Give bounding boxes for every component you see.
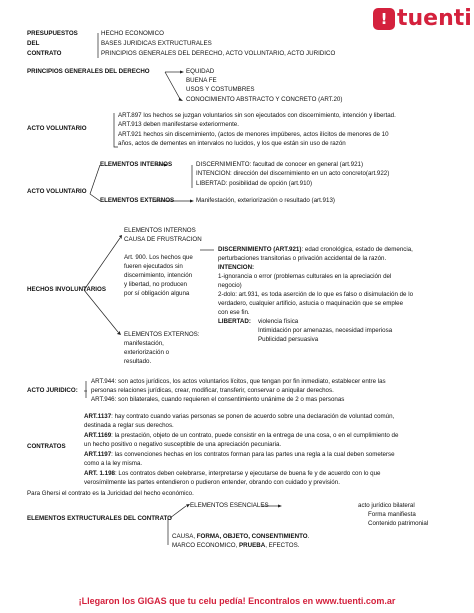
elementos-externos-line: ELEMENTOS EXTERNOS: bbox=[124, 331, 200, 338]
principio-item: EQUIDAD bbox=[186, 68, 215, 75]
acto-voluntario-line: ART.921 hechos sin discernimiento, (actos de menores impúberes, actos ilícitos de menores de 10 bbox=[118, 131, 389, 138]
elementos-externos-line: manifestación, bbox=[124, 340, 164, 347]
intencion-label: INTENCION: bbox=[218, 264, 255, 271]
marco-suffix: , EFECTOS. bbox=[265, 542, 300, 549]
label-hechos-involuntarios: HECHOS INVOLUNTARIOS bbox=[27, 286, 106, 293]
acto-voluntario-line: años, actos de dementes en intervalos no lucidos, y los que están sin uso de razón bbox=[118, 140, 346, 147]
label-elementos-extructurales: ELEMENTOS EXTRUCTURALES DEL CONTRATO bbox=[27, 515, 172, 522]
elementos-externos-line: resultado. bbox=[124, 358, 152, 365]
esenciales-item: Contenido patrimonial bbox=[368, 520, 429, 527]
art1137-line bbox=[84, 413, 394, 421]
discernimiento-line bbox=[218, 246, 413, 254]
tuenti-logo bbox=[373, 8, 472, 30]
art900-line: Art. 900. Los hechos que bbox=[124, 254, 193, 261]
label-presupuestos-line3: CONTRATO bbox=[27, 50, 62, 57]
art900-line: y libertad, no producen bbox=[124, 281, 187, 288]
elemento-interno: DISCERNIMIENTO: facultad de conocer en general (art.921) bbox=[196, 161, 364, 168]
libertad-line: violencia física bbox=[258, 318, 299, 325]
discernimiento-label: DISCERNIMIENTO (ART.921) bbox=[218, 246, 302, 253]
art1197-label: ART.1197 bbox=[84, 451, 112, 458]
art1198-line: verosímilmente las partes entendieron o pudieron entender, obrando con cuidado y previsión. bbox=[84, 479, 340, 486]
presupuesto-item: BASES JURIDICAS EXTRUCTURALES bbox=[101, 40, 212, 47]
intencion-line: 1-ignorancia o error (problemas culturales en la apreciación del bbox=[218, 273, 392, 280]
principio-item: CONOCIMIENTO ABSTRACTO Y CONCRETO (ART.20) bbox=[186, 96, 343, 103]
principio-item: BUENA FE bbox=[186, 77, 217, 84]
elemento-interno: LIBERTAD: posibilidad de opción (art.910) bbox=[196, 180, 313, 187]
art1169-label: ART.1169 bbox=[84, 432, 112, 439]
tuenti-logo-badge: ! bbox=[373, 8, 395, 30]
acto-voluntario-line: ART.897 los hechos se juzgan voluntarios sin son ejecutados con discernimiento, intención y libertad. bbox=[118, 112, 396, 119]
art1198-text: : Los contratos deben celebrarse, interpretarse y ejecutarse de buena fe y de acuerdo con lo que bbox=[114, 470, 381, 477]
footer-promo-link[interactable]: ¡Llegaron los GIGAS que tu celu pedía! Encontralos en www.tuenti.com.ar bbox=[78, 596, 396, 606]
art1169-line: un hecho positivo o negativo susceptible de una apreciación pecuniaria. bbox=[84, 441, 282, 448]
principio-item: USOS Y COSTUMBRES bbox=[186, 86, 255, 93]
esenciales-item: Forma manifiesta bbox=[368, 511, 416, 518]
label-acto-juridico: ACTO JURIDICO: bbox=[27, 387, 78, 394]
label-acto-voluntario: ACTO VOLUNTARIO bbox=[27, 125, 87, 132]
ghersi-line: Para Ghersi el contrato es la Juricidad del hecho económico. bbox=[27, 490, 194, 497]
label-elementos-internos: ELEMENTOS INTERNOS bbox=[100, 161, 173, 168]
marco-prefix: MARCO ECONOMICO, bbox=[172, 542, 240, 549]
elementos-esenciales: ELEMENTOS ESENCIALES bbox=[190, 502, 269, 509]
label-contratos: CONTRATOS bbox=[27, 443, 66, 450]
libertad-label: LIBERTAD: bbox=[218, 318, 251, 325]
causa-frustracion-line: CAUSA DE FRUSTRACION bbox=[124, 236, 202, 243]
discernimiento-text: : edad cronológica, estado de demencia, bbox=[301, 246, 413, 253]
art1137-line: destinada a reglar sus derechos. bbox=[84, 422, 174, 429]
esenciales-item: acto jurídico bilateral bbox=[358, 502, 415, 509]
tuenti-logo-word: tuenti bbox=[397, 6, 472, 31]
elementos-externos-line: exteriorización o bbox=[124, 349, 170, 356]
acto-juridico-line: personas relaciones jurídicas, crear, modificar, transferir, conservar o aniquilar derechos. bbox=[91, 387, 334, 394]
art1198-label: ART. 1.198 bbox=[84, 470, 115, 477]
presupuesto-item: PRINCIPIOS GENERALES DEL DERECHO, ACTO VOLUNTARIO, ACTO JURIDICO bbox=[101, 50, 336, 57]
label-elementos-externos: ELEMENTOS EXTERNOS bbox=[100, 197, 175, 204]
art1169-line bbox=[84, 432, 398, 440]
label-presupuestos-line1: PRESUPUESTOS bbox=[27, 30, 78, 37]
label-acto-voluntario-2: ACTO VOLUNTARIO bbox=[27, 188, 87, 195]
intencion-line: verdadero, cualquier artificio, astucia o maquinación que se emplee bbox=[218, 300, 404, 307]
art1137-text: : hay contrato cuando varias personas se ponen de acuerdo sobre una declaración de voluntad común, bbox=[111, 413, 395, 420]
discernimiento-line: perturbaciones transitorias o privación accidental de la razón. bbox=[218, 255, 387, 262]
art1198-line bbox=[84, 470, 381, 478]
intencion-line: 2-dolo: art.931, es toda aserción de lo que es falso o disimulación de lo bbox=[218, 291, 414, 298]
acto-juridico-line: ART.946: son bilaterales, cuando requieren el consentimiento unánime de 2 o mas personas bbox=[91, 396, 345, 403]
marco-bold: PRUEBA bbox=[239, 542, 266, 549]
elementos-internos-line: ELEMENTOS INTERNOS bbox=[124, 227, 196, 234]
art1197-line bbox=[84, 451, 395, 459]
causa-prefix: CAUSA, bbox=[172, 533, 197, 540]
art900-line: discernimiento, intención bbox=[124, 272, 193, 279]
elemento-externo: Manifestación, exteriorización o resultado (art.913) bbox=[196, 197, 335, 204]
intencion-line: negocio) bbox=[218, 282, 242, 289]
art1169-text: : la prestación, objeto de un contrato, puede consistir en la entrega de una cosa, o en el cumplimiento de bbox=[111, 432, 399, 439]
label-principios: PRINCIPIOS GENERALES DEL DERECHO bbox=[27, 68, 150, 75]
art1137-label: ART.1137 bbox=[84, 413, 112, 420]
acto-voluntario-line: ART.913 deben manifestarse exteriormente. bbox=[118, 121, 239, 128]
libertad-line: Publicidad persuasiva bbox=[258, 336, 319, 343]
elemento-interno: INTENCION: dirección del discernimiento en un acto concreto(art.922) bbox=[196, 170, 390, 177]
causa-line bbox=[172, 533, 309, 541]
label-presupuestos-line2: DEL bbox=[27, 40, 40, 47]
causa-bold: FORMA, OBJETO, CONSENTIMIENTO bbox=[196, 533, 308, 540]
presupuesto-item: HECHO ECONOMICO bbox=[101, 30, 164, 37]
art1197-line: como a la ley misma. bbox=[84, 460, 143, 467]
art1197-text: : las convenciones hechas en los contratos forman para las partes una regla a la cual deben someterse bbox=[111, 451, 395, 458]
acto-juridico-line: ART.944: son actos jurídicos, los actos voluntarios lícitos, que tengan por fin inmediato, establecer entre las bbox=[91, 378, 386, 385]
causa-suffix: . bbox=[307, 533, 310, 540]
art900-line: por sí obligación alguna bbox=[124, 290, 190, 297]
art900-line: fueren ejecutados sin bbox=[124, 263, 183, 270]
marco-line bbox=[172, 542, 299, 550]
intencion-line: con ese fin. bbox=[218, 309, 250, 316]
libertad-line: Intimidación por amenazas, necesidad imperiosa bbox=[258, 327, 393, 334]
